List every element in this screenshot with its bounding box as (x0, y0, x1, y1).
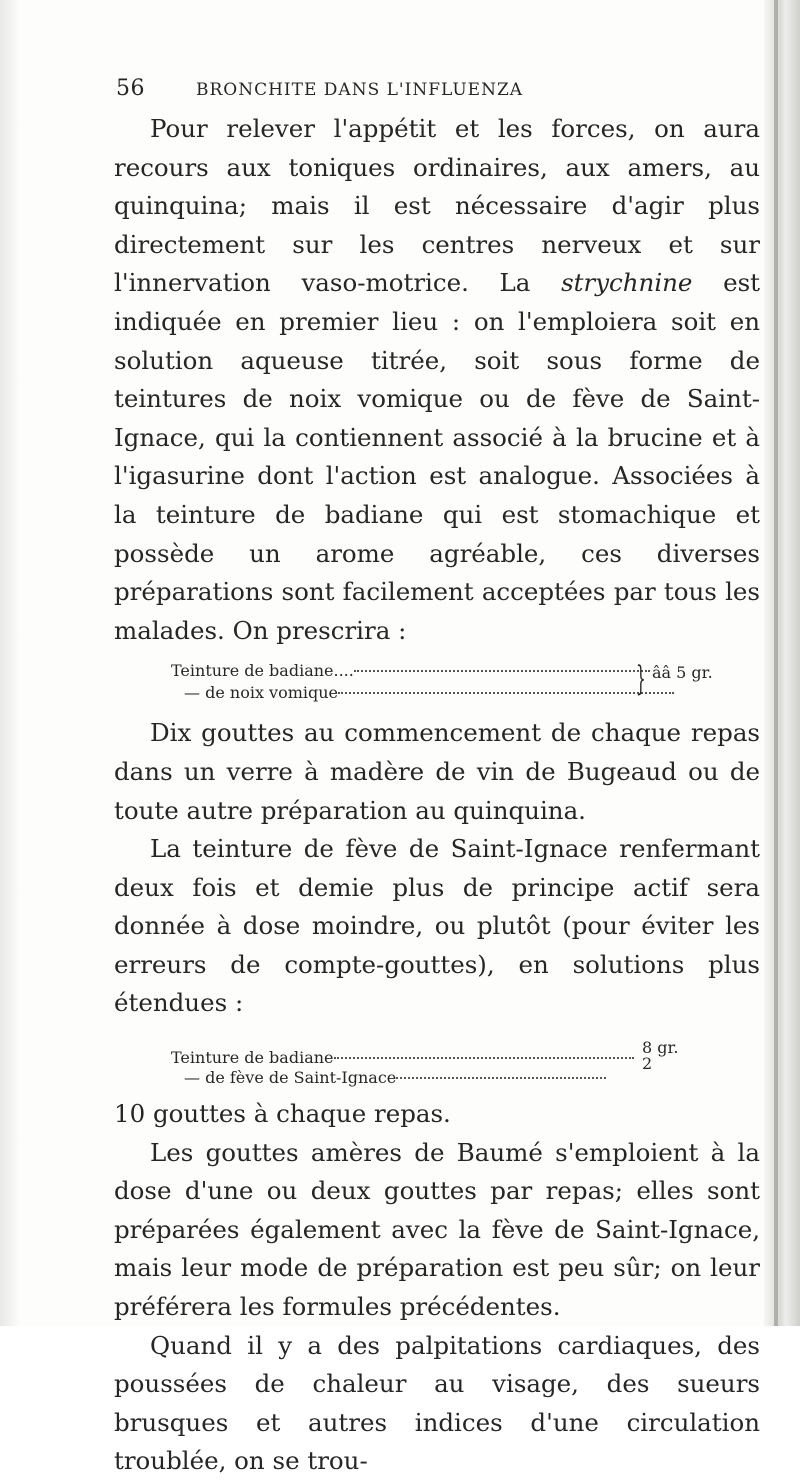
prescription-formula-2 (114, 1037, 760, 1089)
formula-1-line-2: — de noix vomique (184, 682, 674, 704)
paragraph-3: La teinture de fève de Saint-Ignace renfermant deux fois et demie plus de principe actif sera donnée à dose moindre, ou plutôt (pour éviter les erreurs de compte-gouttes), en solutions plus étendues : (114, 834, 760, 1018)
page-number: 56 (116, 76, 145, 101)
emphasis-strychnine: strychnine (561, 268, 693, 298)
formula-1-line-1: Teinture de badiane.... (171, 660, 650, 682)
formula-2-dose-2: 2 (642, 1054, 653, 1074)
brace: } (636, 659, 646, 700)
formula-1-dose: ââ 5 gr. (652, 663, 713, 683)
page-gutter-shadow (0, 0, 20, 1326)
paragraph-6: Quand il y a des palpitations cardiaques, des poussées de chaleur au visage, des sueurs brusques et autres indices d'une circulation troublée, on se trou- (114, 1330, 760, 1476)
prescription-formula-1 (114, 660, 760, 708)
page-header (116, 76, 756, 106)
paragraph-1: Pour relever l'appétit et les forces, on aura recours aux toniques ordinaires, aux amers, au quinquina; mais il est nécessaire d'agir plus directement sur les centres nerveux et sur l'innervation vaso-motrice. La strychnine est indiquée en premier lieu : on l'emploiera soit en solution aqueuse titrée, soit sous forme de teintures de noix vomique ou de fève de Saint-Ignace, qui la contiennent associé à la brucine et à l'igasurine dont l'action est analogue. Associées à la teinture de badiane qui est stomachique et possède un arome agréable, ces diverses préparations sont facilement acceptées par tous les malades. On prescrira : (114, 114, 760, 645)
formula-2-line-2: — de fève de Saint-Ignace (184, 1067, 606, 1089)
formula-2-line-1: Teinture de badiane (171, 1047, 634, 1069)
formula-2-dose-1: 8 gr. (642, 1038, 679, 1058)
paragraph-2: Dix gouttes au commencement de chaque repas dans un verre à madère de vin de Bugeaud ou de toute autre préparation au quinquina. (114, 718, 760, 825)
page-edge (764, 0, 800, 1326)
paragraph-4: 10 gouttes à chaque repas. (114, 1099, 451, 1129)
running-title: BRONCHITE DANS L'INFLUENZA (196, 80, 524, 100)
body-text (114, 110, 760, 1481)
paragraph-5: Les gouttes amères de Baumé s'emploient à la dose d'une ou deux gouttes par repas; elles sont préparées également avec la fève de Saint-Ignace, mais leur mode de préparation est peu sûr; on leur préférera les formules précédentes. (114, 1137, 760, 1322)
